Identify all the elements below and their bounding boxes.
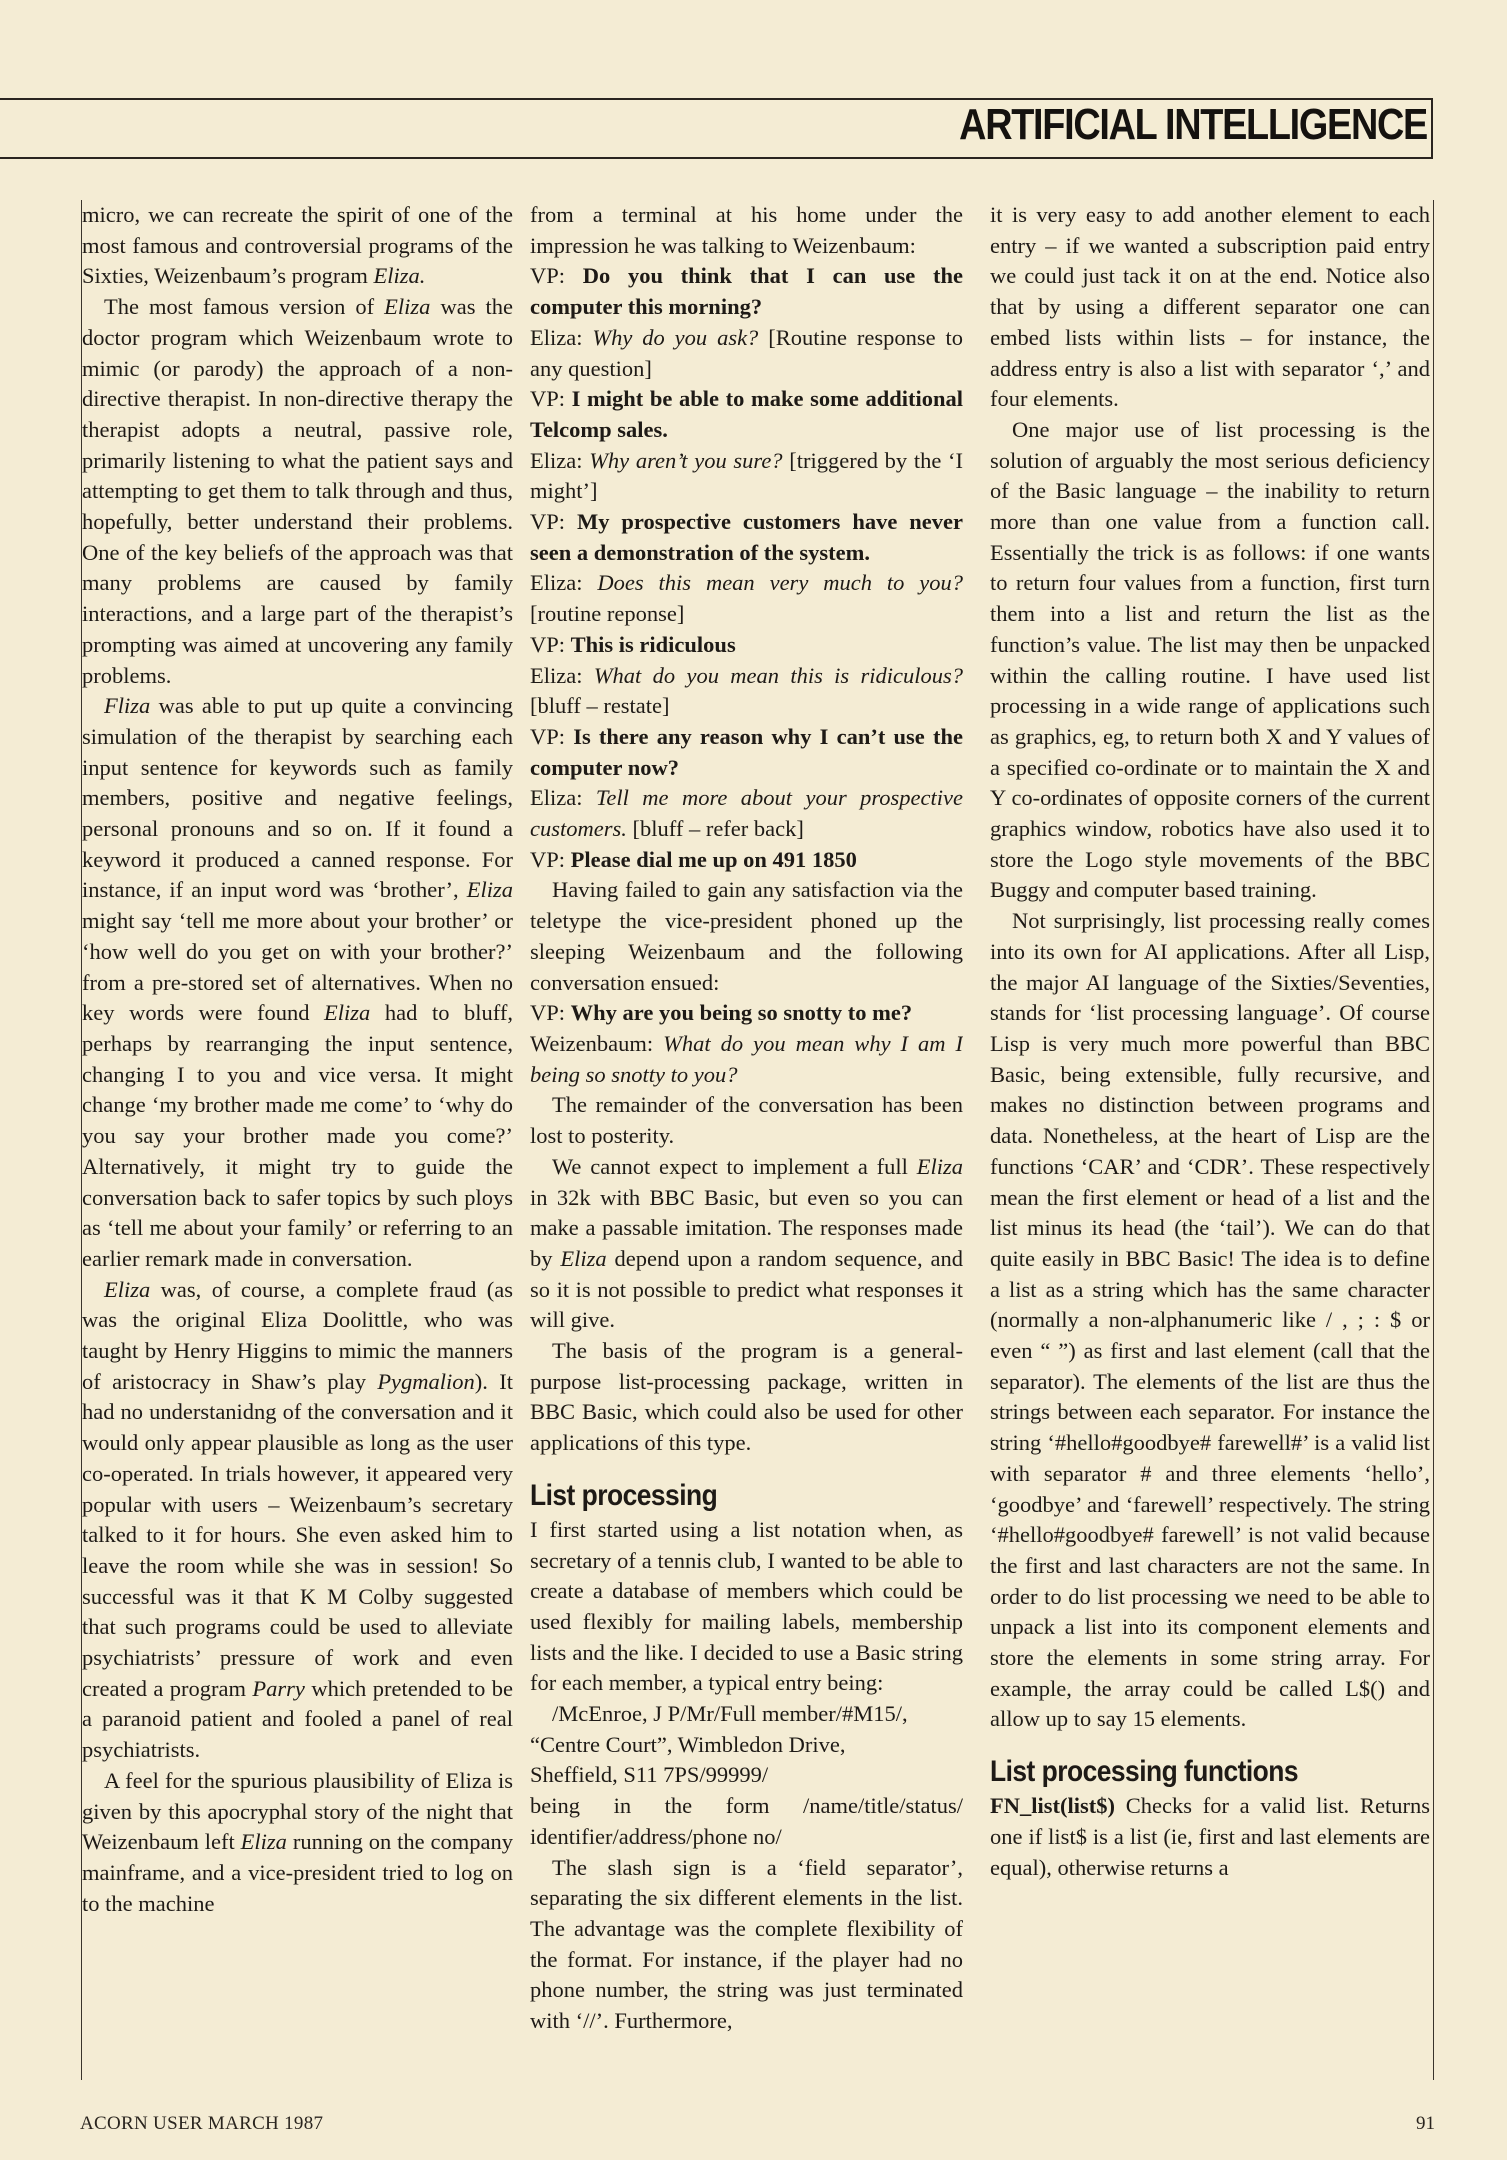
header-bottom-rule <box>0 157 1432 159</box>
page-number: 91 <box>1416 2113 1435 2134</box>
paragraph: Not surprisingly, list processing really comes into its own for AI applications. After all Lisp, the major AI language of the Sixties/Seventies, stands for ‘list processing language’. Of course Lisp is very much more powerful than BBC Basic, being extensible, fully recursive, and makes no distinction between programs and data. Nonetheless, at the heart of Lisp are the functions ‘CAR’ and ‘CDR’. These respectively mean the first element or head of a list and the list minus its head (the ‘tail’). We can do that quite easily in BBC Basic! The idea is to define a list as a string which has the same character (normally a non-alphanumeric like / , ; : $ or even “ ”) as first and last element (call that the separator). The elements of the list are thus the strings between each separator. For instance the string ‘#hello#goodbye# farewell#’ is a valid list with separator # and three elements ‘hello’, ‘goodbye’ and ‘farewell’ respectively. The string ‘#hello#goodbye# farewell’ is not valid because the first and last characters are not the same. In order to do list processing we need to be able to unpack a list into its component elements and store the elements in some string array. For example, the array could be called L$() and allow up to say 15 elements. <box>990 908 1430 1732</box>
footer-issue: ACORN USER MARCH 1987 <box>80 2113 324 2134</box>
function-description: FN_list(list$) Checks for a valid list. Returns one if list$ is a list (ie, first and last elements are equal), otherwise returns a <box>990 1793 1430 1880</box>
paragraph: We cannot expect to implement a full Eliza in 32k with BBC Basic, but even so you can make a passable imitation. The responses made by Eliza depend upon a random sequence, and so it is not possible to predict what responses it will give. <box>530 1153 963 1333</box>
dialogue-vp: VP: Is there any reason why I can’t use the computer now? <box>530 723 963 780</box>
paragraph: The basis of the program is a general-purpose list-processing package, written in BBC Basic, which could also be used for other applications of this type. <box>530 1338 963 1456</box>
paragraph: being in the form /name/title/status/ identifier/address/phone no/ <box>530 1793 963 1849</box>
dialogue-eliza: Eliza: Why do you ask? [Routine response to any question] <box>530 324 963 381</box>
dialogue-eliza: Eliza: Does this mean very much to you? [routine reponse] <box>530 570 963 627</box>
article-column-2 <box>530 200 963 2080</box>
dialogue-weizenbaum: Weizenbaum: What do you mean why I am I being so snotty to you? <box>530 1030 963 1087</box>
address-line: “Centre Court”, Wimbledon Drive, <box>530 1731 846 1757</box>
article-column-3 <box>990 200 1434 2080</box>
paragraph: The remainder of the conversation has been lost to posterity. <box>530 1092 963 1149</box>
dialogue-eliza: Eliza: Why aren’t you sure? [triggered by the ‘I might’] <box>530 447 963 504</box>
subheading-list-processing-functions: List processing functions <box>990 1755 1299 1789</box>
paragraph: I first started using a list notation when, as secretary of a tennis club, I wanted to be able to create a database of members which could be used flexibly for mailing labels, membership lists and the like. I decided to use a Basic string for each member, a typical entry being: <box>530 1516 963 1696</box>
address-line: /McEnroe, J P/Mr/Full member/#M15/, <box>552 1701 908 1727</box>
dialogue-vp: VP: I might be able to make some additional Telcomp sales. <box>530 386 963 442</box>
paragraph: One major use of list processing is the solution of arguably the most serious deficiency of the Basic language – the inability to return more than one value from a function call. Essentially the trick is as follows: if one wants to return four values from a function, first turn them into a list and return the list as the function’s value. The list may then be unpacked within the calling routine. I have used list processing in a wide range of applications such as graphics, eg, to return both X and Y values of a specified co-ordinate or to maintain the X and Y co-ordinates of opposite corners of the current graphics window, robotics have also used it to store the Logo style movements of the BBC Buggy and computer based training. <box>990 416 1430 903</box>
dialogue-eliza: Eliza: Tell me more about your prospective customers. [bluff – refer back] <box>530 785 963 842</box>
dialogue-vp: VP: Do you think that I can use the computer this morning? <box>530 263 963 320</box>
paragraph: from a terminal at his home under the impression he was talking to Weizenbaum: <box>530 202 963 258</box>
paragraph: it is very easy to add another element to each entry – if we wanted a subscription paid entry we could just tack it on at the end. Notice also that by using a different separator one can embed lists within lists – for instance, the address entry is also a list with separator ‘,’ and four elements. <box>990 202 1430 412</box>
header-side-rule <box>1431 98 1433 159</box>
subheading-list-processing: List processing <box>530 1478 718 1512</box>
section-title: ARTIFICIAL INTELLIGENCE <box>959 100 1427 149</box>
paragraph: Fliza was able to put up quite a convincing simulation of the therapist by searching each input sentence for keywords such as family members, positive and negative feelings, personal pronouns and so on. If it found a keyword it produced a canned response. For instance, if an input word was ‘brother’, Eliza might say ‘tell me more about your brother’ or ‘how well do you get on with your brother?’ from a pre-stored set of alternatives. When no key words were found Eliza had to bluff, perhaps by rearranging the input sentence, changing I to you and vice versa. It might change ‘my brother made me come’ to ‘why do you say your brother made you come?’ Alternatively, it might try to guide the conversation back to safer topics by such ploys as ‘tell me about your family’ or referring to an earlier remark made in conversation. <box>82 693 513 1271</box>
paragraph: A feel for the spurious plausibility of Eliza is given by this apocryphal story of the night that Weizenbaum left Eliza running on the company mainframe, and a vice-president tried to log on to the machine <box>82 1767 513 1916</box>
article-column-1 <box>81 200 513 2080</box>
paragraph: Having failed to gain any satisfaction via the teletype the vice-president phoned up the sleeping Weizenbaum and the following conversation ensued: <box>530 877 963 995</box>
paragraph: The slash sign is a ‘field separator’, separating the six different elements in the list. The advantage was the complete flexibility of the format. For instance, if the player had no phone number, the string was just terminated with ‘//’. Furthermore, <box>530 1854 963 2034</box>
paragraph: micro, we can recreate the spirit of one of the most famous and controversial programs of the Sixties, Weizenbaum’s program Eliza. <box>82 202 513 289</box>
address-line: Sheffield, S11 7PS/99999/ <box>530 1762 769 1788</box>
dialogue-eliza: Eliza: What do you mean this is ridiculous? [bluff – restate] <box>530 662 963 719</box>
dialogue-vp: VP: This is ridiculous <box>530 631 736 657</box>
dialogue-vp: VP: Why are you being so snotty to me? <box>530 1000 913 1026</box>
paragraph: The most famous version of Eliza was the doctor program which Weizenbaum wrote to mimic (or parody) the approach of a non-directive therapist. In non-directive therapy the therapist adopts a neutral, passive role, primarily listening to what the patient says and attempting to get them to talk through and thus, hopefully, better understand their problems. One of the key beliefs of the approach was that many problems are caused by family interactions, and a large part of the therapist’s prompting was aimed at uncovering any family problems. <box>82 294 513 688</box>
dialogue-vp: VP: Please dial me up on 491 1850 <box>530 846 857 872</box>
paragraph: Eliza was, of course, a complete fraud (as was the original Eliza Doolittle, who was taught by Henry Higgins to mimic the manners of aristocracy in Shaw’s play Pygmalion). It had no understanidng of the conversation and it would only appear plausible as long as the user co-operated. In trials however, it appeared very popular with users – Weizenbaum’s secretary talked to it for hours. She even asked him to leave the room while she was in session! So successful was it that K M Colby suggested that such programs could be used to alleviate psychiatrists’ pressure of work and even created a program Parry which pretended to be a paranoid patient and fooled a panel of real psychiatrists. <box>82 1276 513 1763</box>
dialogue-vp: VP: My prospective customers have never seen a demonstration of the system. <box>530 509 963 565</box>
